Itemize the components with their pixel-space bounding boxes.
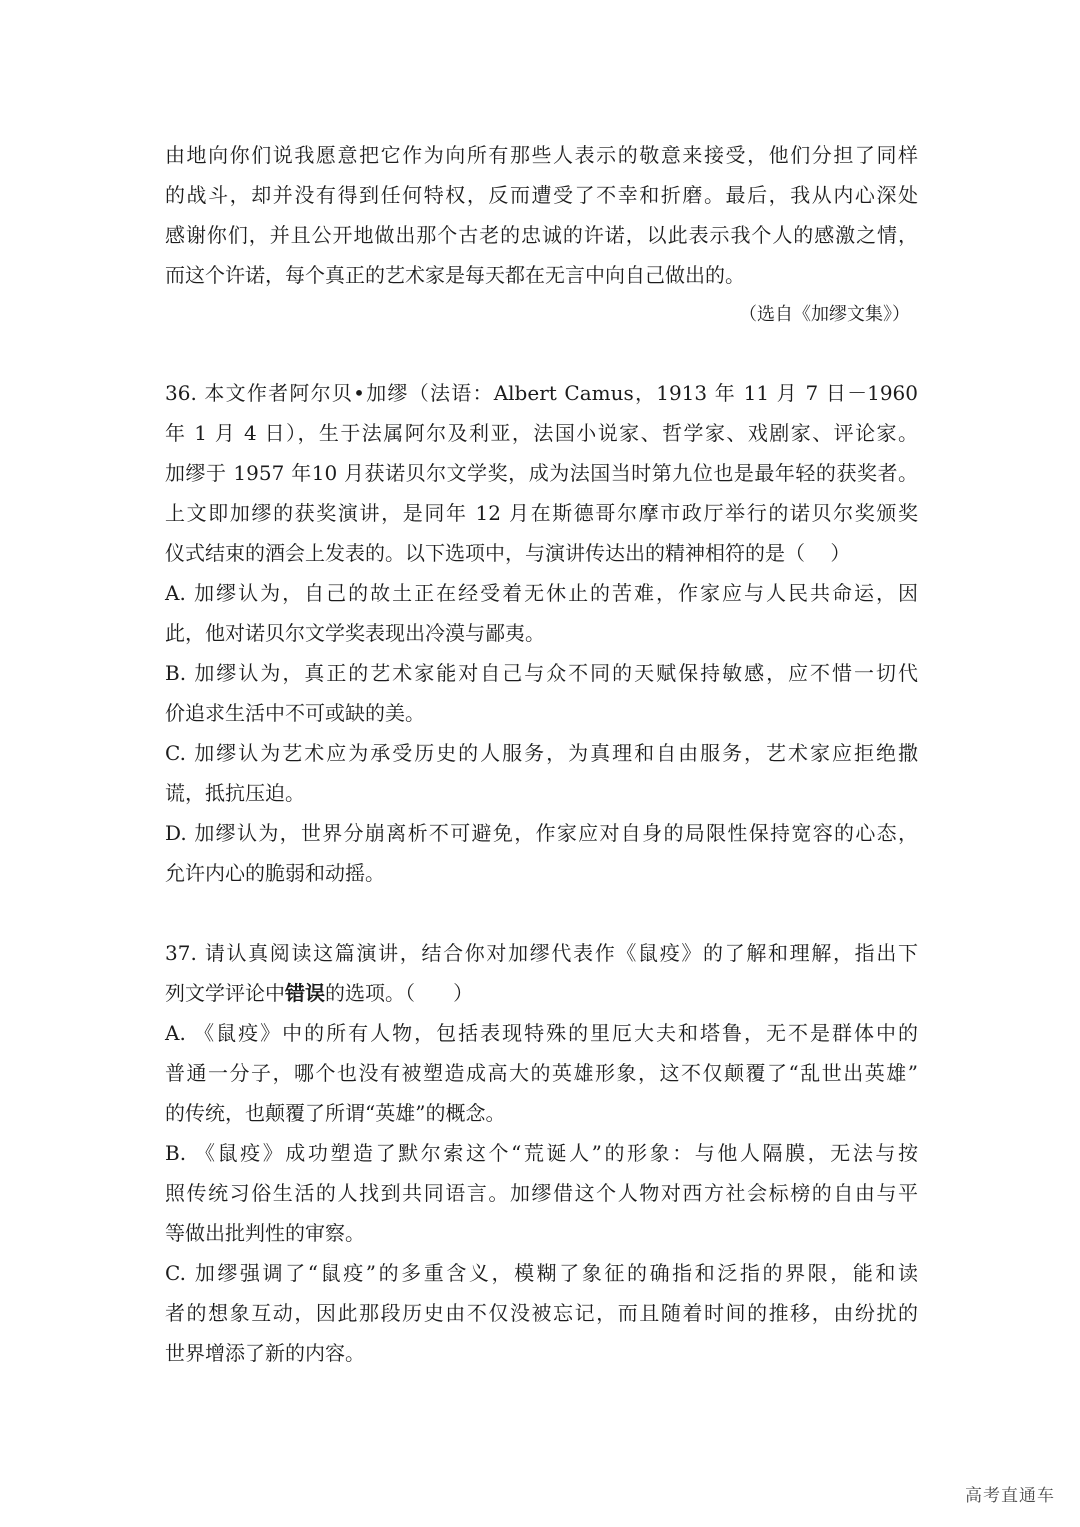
question-36-option-d [165,813,918,893]
question-stem-line: 上文即加缪的获奖演讲，是同年 12 月在斯德哥尔摩市政厅举行的诺贝尔奖颁奖 [165,501,918,525]
stem-text: 列文学评论中 [165,981,285,1005]
passage-excerpt [165,135,918,335]
option-line: C. 加缪认为艺术应为承受历史的人服务，为真理和自由服务，艺术家应拒绝撒 [165,741,918,765]
question-stem-line: 仪式结束的酒会上发表的。以下选项中，与演讲传达出的精神相符的是（ ） [165,541,851,565]
emphasis-text: 错误 [285,981,325,1005]
option-line: 价追求生活中不可或缺的美。 [165,701,425,725]
option-line: 谎，抵抗压迫。 [165,781,305,805]
option-line: B. 《鼠疫》成功塑造了默尔索这个“荒诞人”的形象：与他人隔膜，无法与按 [165,1141,918,1165]
passage-line: 而这个许诺，每个真正的艺术家是每天都在无言中向自己做出的。 [165,263,745,287]
option-line: D. 加缪认为，世界分崩离析不可避免，作家应对自身的局限性保持宽容的心态， [165,821,918,845]
question-36-option-c [165,733,918,813]
question-36 [165,373,918,893]
option-line: A. 《鼠疫》中的所有人物，包括表现特殊的里厄大夫和塔鲁，无不是群体中的 [165,1021,918,1045]
question-36-option-b [165,653,918,733]
stem-text: 的选项。（ ） [325,981,474,1005]
page-content [165,135,918,1373]
question-36-option-a [165,573,918,653]
question-stem-line: 年 1 月 4 日），生于法属阿尔及利亚，法国小说家、哲学家、戏剧家、评论家。 [165,421,918,445]
watermark: 高考直通车 [965,1486,1055,1505]
option-line: 允许内心的脆弱和动摇。 [165,861,385,885]
passage-source: （选自《加缪文集》） [739,304,910,325]
question-stem-line [165,973,918,1013]
passage-line: 感谢你们，并且公开地做出那个古老的忠诚的许诺，以此表示我个人的感激之情， [165,223,918,247]
passage-line: 的战斗，却并没有得到任何特权，反而遭受了不幸和折磨。最后，我从内心深处 [165,183,918,207]
question-37-stem [165,933,918,1013]
option-line: 的传统，也颠覆了所谓“英雄”的概念。 [165,1101,506,1125]
option-line: 照传统习俗生活的人找到共同语言。加缪借这个人物对西方社会标榜的自由与平 [165,1181,918,1205]
question-stem-line: 37. 请认真阅读这篇演讲，结合你对加缪代表作《鼠疫》的了解和理解，指出下 [165,941,918,965]
option-line: 等做出批判性的审察。 [165,1221,365,1245]
question-37 [165,933,918,1373]
option-line: A. 加缪认为，自己的故土正在经受着无休止的苦难，作家应与人民共命运，因 [165,581,918,605]
question-stem-line: 加缪于 1957 年10 月获诺贝尔文学奖，成为法国当时第九位也是最年轻的获奖者。 [165,461,918,485]
question-stem-line: 36. 本文作者阿尔贝•加缪（法语：Albert Camus，1913 年 11 月 7 日－1960 [165,381,918,405]
option-line: 世界增添了新的内容。 [165,1341,365,1365]
question-37-option-b [165,1133,918,1253]
option-line: B. 加缪认为，真正的艺术家能对自己与众不同的天赋保持敏感，应不惜一切代 [165,661,918,685]
question-37-option-a [165,1013,918,1133]
question-37-option-c [165,1253,918,1373]
option-line: 普通一分子，哪个也没有被塑造成高大的英雄形象，这不仅颠覆了“乱世出英雄” [165,1061,918,1085]
option-line: C. 加缪强调了“鼠疫”的多重含义，模糊了象征的确指和泛指的界限，能和读 [165,1261,918,1285]
passage-line: 由地向你们说我愿意把它作为向所有那些人表示的敬意来接受，他们分担了同样 [165,143,918,167]
question-36-stem [165,373,918,573]
option-line: 者的想象互动，因此那段历史由不仅没被忘记，而且随着时间的推移，由纷扰的 [165,1301,918,1325]
option-line: 此，他对诺贝尔文学奖表现出冷漠与鄙夷。 [165,621,545,645]
